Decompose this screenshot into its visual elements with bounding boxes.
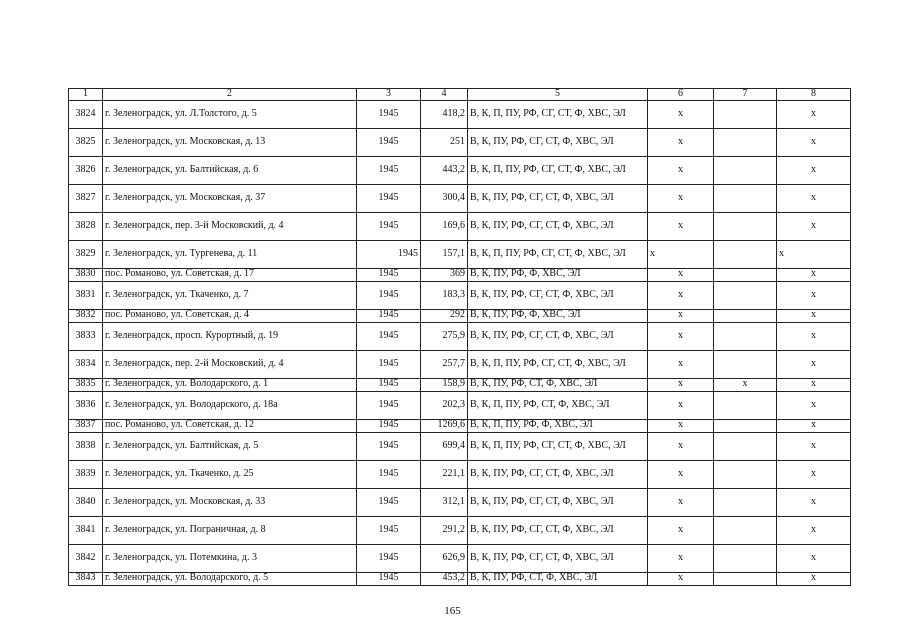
column-6-cell: x <box>648 516 714 544</box>
area-cell: 257,7 <box>421 350 468 378</box>
area-cell: 626,9 <box>421 544 468 572</box>
column-6-cell: x <box>648 572 714 585</box>
column-7-cell <box>714 156 777 184</box>
column-6-cell: x <box>648 309 714 322</box>
systems-cell: В, К, ПУ, РФ, СГ, СТ, Ф, ХВС, ЭЛ <box>468 488 648 516</box>
column-7-cell <box>714 350 777 378</box>
table-row <box>69 460 851 488</box>
year-cell: 1945 <box>357 419 421 432</box>
column-6-cell: x <box>648 100 714 128</box>
table-row <box>69 572 851 585</box>
area-cell: 292 <box>421 309 468 322</box>
row-number-cell: 3840 <box>69 488 103 516</box>
column-7-cell <box>714 419 777 432</box>
address-cell: г. Зеленоградск, ул. Тургенева, д. 11 <box>103 240 357 268</box>
table-row <box>69 156 851 184</box>
address-cell: г. Зеленоградск, ул. Московская, д. 37 <box>103 184 357 212</box>
row-number-cell: 3839 <box>69 460 103 488</box>
address-cell: г. Зеленоградск, ул. Ткаченко, д. 7 <box>103 281 357 309</box>
row-number-cell: 3824 <box>69 100 103 128</box>
row-number-cell: 3825 <box>69 128 103 156</box>
area-cell: 453,2 <box>421 572 468 585</box>
year-cell: 1945 <box>357 432 421 460</box>
column-8-cell: x <box>777 391 851 419</box>
column-7-cell <box>714 128 777 156</box>
systems-cell: В, К, П, ПУ, РФ, СГ, СТ, Ф, ХВС, ЭЛ <box>468 432 648 460</box>
column-7-cell <box>714 212 777 240</box>
row-number-cell: 3842 <box>69 544 103 572</box>
systems-cell: В, К, ПУ, РФ, СГ, СТ, Ф, ХВС, ЭЛ <box>468 544 648 572</box>
area-cell: 699,4 <box>421 432 468 460</box>
row-number-cell: 3829 <box>69 240 103 268</box>
column-7-cell <box>714 516 777 544</box>
area-cell: 183,3 <box>421 281 468 309</box>
table-row <box>69 184 851 212</box>
area-cell: 221,1 <box>421 460 468 488</box>
year-cell: 1945 <box>357 460 421 488</box>
area-cell: 300,4 <box>421 184 468 212</box>
address-cell: г. Зеленоградск, ул. Володарского, д. 18а <box>103 391 357 419</box>
column-7-cell <box>714 309 777 322</box>
table-row <box>69 350 851 378</box>
column-7-cell <box>714 488 777 516</box>
header-cell: 1 <box>69 89 103 101</box>
area-cell: 312,1 <box>421 488 468 516</box>
area-cell: 1269,6 <box>421 419 468 432</box>
address-cell: г. Зеленоградск, ул. Володарского, д. 1 <box>103 378 357 391</box>
table-row <box>69 309 851 322</box>
header-cell: 7 <box>714 89 777 101</box>
column-6-cell: x <box>648 268 714 281</box>
area-cell: 169,6 <box>421 212 468 240</box>
area-cell: 275,9 <box>421 322 468 350</box>
systems-cell: В, К, ПУ, РФ, Ф, ХВС, ЭЛ <box>468 268 648 281</box>
column-8-cell: x <box>777 240 851 268</box>
row-number-cell: 3836 <box>69 391 103 419</box>
area-cell: 443,2 <box>421 156 468 184</box>
systems-cell: В, К, ПУ, РФ, СГ, СТ, Ф, ХВС, ЭЛ <box>468 281 648 309</box>
table-row <box>69 391 851 419</box>
year-cell: 1945 <box>357 240 421 268</box>
table-row <box>69 281 851 309</box>
column-7-cell <box>714 322 777 350</box>
column-8-cell: x <box>777 460 851 488</box>
row-number-cell: 3834 <box>69 350 103 378</box>
address-cell: пос. Романово, ул. Советская, д. 12 <box>103 419 357 432</box>
area-cell: 158,9 <box>421 378 468 391</box>
column-6-cell: x <box>648 378 714 391</box>
row-number-cell: 3828 <box>69 212 103 240</box>
year-cell: 1945 <box>357 572 421 585</box>
table-body <box>69 100 851 585</box>
column-8-cell: x <box>777 350 851 378</box>
address-cell: г. Зеленоградск, ул. Ткаченко, д. 25 <box>103 460 357 488</box>
systems-cell: В, К, ПУ, РФ, СГ, СТ, Ф, ХВС, ЭЛ <box>468 322 648 350</box>
row-number-cell: 3831 <box>69 281 103 309</box>
table-row <box>69 128 851 156</box>
column-6-cell: x <box>648 156 714 184</box>
column-8-cell: x <box>777 100 851 128</box>
header-cell: 6 <box>648 89 714 101</box>
year-cell: 1945 <box>357 544 421 572</box>
column-6-cell: x <box>648 419 714 432</box>
table-row <box>69 100 851 128</box>
row-number-cell: 3843 <box>69 572 103 585</box>
table-row <box>69 488 851 516</box>
column-6-cell: x <box>648 432 714 460</box>
year-cell: 1945 <box>357 309 421 322</box>
row-number-cell: 3837 <box>69 419 103 432</box>
area-cell: 291,2 <box>421 516 468 544</box>
area-cell: 157,1 <box>421 240 468 268</box>
column-8-cell: x <box>777 432 851 460</box>
row-number-cell: 3832 <box>69 309 103 322</box>
year-cell: 1945 <box>357 268 421 281</box>
column-7-cell <box>714 432 777 460</box>
address-cell: г. Зеленоградск, ул. Пограничная, д. 8 <box>103 516 357 544</box>
column-8-cell: x <box>777 378 851 391</box>
year-cell: 1945 <box>357 128 421 156</box>
header-cell: 8 <box>777 89 851 101</box>
column-7-cell <box>714 240 777 268</box>
year-cell: 1945 <box>357 100 421 128</box>
address-cell: г. Зеленоградск, ул. Балтийская, д. 6 <box>103 156 357 184</box>
table-row <box>69 240 851 268</box>
area-cell: 369 <box>421 268 468 281</box>
systems-cell: В, К, П, ПУ, РФ, СГ, СТ, Ф, ХВС, ЭЛ <box>468 156 648 184</box>
year-cell: 1945 <box>357 156 421 184</box>
column-6-cell: x <box>648 240 714 268</box>
year-cell: 1945 <box>357 212 421 240</box>
column-8-cell: x <box>777 281 851 309</box>
address-cell: пос. Романово, ул. Советская, д. 4 <box>103 309 357 322</box>
row-number-cell: 3841 <box>69 516 103 544</box>
table-row <box>69 268 851 281</box>
column-6-cell: x <box>648 460 714 488</box>
column-8-cell: x <box>777 419 851 432</box>
address-cell: г. Зеленоградск, ул. Л.Толстого, д. 5 <box>103 100 357 128</box>
page-number: 165 <box>444 605 461 617</box>
systems-cell: В, К, П, ПУ, РФ, СГ, СТ, Ф, ХВС, ЭЛ <box>468 100 648 128</box>
table-row <box>69 544 851 572</box>
column-7-cell <box>714 460 777 488</box>
column-6-cell: x <box>648 128 714 156</box>
header-row <box>69 89 851 101</box>
table-row <box>69 419 851 432</box>
area-cell: 202,3 <box>421 391 468 419</box>
year-cell: 1945 <box>357 184 421 212</box>
column-8-cell: x <box>777 572 851 585</box>
systems-cell: В, К, П, ПУ, РФ, СГ, СТ, Ф, ХВС, ЭЛ <box>468 240 648 268</box>
year-cell: 1945 <box>357 378 421 391</box>
header-cell: 2 <box>103 89 357 101</box>
systems-cell: В, К, ПУ, РФ, СГ, СТ, Ф, ХВС, ЭЛ <box>468 184 648 212</box>
address-cell: пос. Романово, ул. Советская, д. 17 <box>103 268 357 281</box>
address-cell: г. Зеленоградск, пер. 2-й Московский, д. 4 <box>103 350 357 378</box>
row-number-cell: 3826 <box>69 156 103 184</box>
column-6-cell: x <box>648 184 714 212</box>
table-row <box>69 322 851 350</box>
table-row <box>69 212 851 240</box>
year-cell: 1945 <box>357 488 421 516</box>
column-8-cell: x <box>777 322 851 350</box>
year-cell: 1945 <box>357 391 421 419</box>
column-8-cell: x <box>777 184 851 212</box>
column-6-cell: x <box>648 281 714 309</box>
column-8-cell: x <box>777 488 851 516</box>
address-cell: г. Зеленоградск, ул. Московская, д. 13 <box>103 128 357 156</box>
column-8-cell: x <box>777 212 851 240</box>
column-8-cell: x <box>777 268 851 281</box>
column-7-cell <box>714 572 777 585</box>
table-row <box>69 432 851 460</box>
row-number-cell: 3838 <box>69 432 103 460</box>
systems-cell: В, К, ПУ, РФ, СТ, Ф, ХВС, ЭЛ <box>468 572 648 585</box>
registry-table <box>68 88 851 586</box>
address-cell: г. Зеленоградск, ул. Потемкина, д. 3 <box>103 544 357 572</box>
year-cell: 1945 <box>357 322 421 350</box>
column-8-cell: x <box>777 544 851 572</box>
systems-cell: В, К, ПУ, РФ, СГ, СТ, Ф, ХВС, ЭЛ <box>468 128 648 156</box>
area-cell: 418,2 <box>421 100 468 128</box>
column-7-cell <box>714 184 777 212</box>
column-8-cell: x <box>777 128 851 156</box>
address-cell: г. Зеленоградск, просп. Курортный, д. 19 <box>103 322 357 350</box>
systems-cell: В, К, ПУ, РФ, СТ, Ф, ХВС, ЭЛ <box>468 378 648 391</box>
address-cell: г. Зеленоградск, пер. 3-й Московский, д. 4 <box>103 212 357 240</box>
row-number-cell: 3835 <box>69 378 103 391</box>
column-7-cell <box>714 100 777 128</box>
table-row <box>69 378 851 391</box>
column-6-cell: x <box>648 544 714 572</box>
column-6-cell: x <box>648 350 714 378</box>
systems-cell: В, К, ПУ, РФ, СГ, СТ, Ф, ХВС, ЭЛ <box>468 460 648 488</box>
column-6-cell: x <box>648 488 714 516</box>
table-row <box>69 516 851 544</box>
header-cell: 4 <box>421 89 468 101</box>
year-cell: 1945 <box>357 516 421 544</box>
row-number-cell: 3827 <box>69 184 103 212</box>
systems-cell: В, К, П, ПУ, РФ, Ф, ХВС, ЭЛ <box>468 419 648 432</box>
systems-cell: В, К, ПУ, РФ, СГ, СТ, Ф, ХВС, ЭЛ <box>468 516 648 544</box>
systems-cell: В, К, П, ПУ, РФ, СГ, СТ, Ф, ХВС, ЭЛ <box>468 350 648 378</box>
systems-cell: В, К, ПУ, РФ, Ф, ХВС, ЭЛ <box>468 309 648 322</box>
column-7-cell <box>714 268 777 281</box>
row-number-cell: 3830 <box>69 268 103 281</box>
column-6-cell: x <box>648 212 714 240</box>
year-cell: 1945 <box>357 350 421 378</box>
header-cell: 5 <box>468 89 648 101</box>
area-cell: 251 <box>421 128 468 156</box>
address-cell: г. Зеленоградск, ул. Московская, д. 33 <box>103 488 357 516</box>
header-cell: 3 <box>357 89 421 101</box>
column-8-cell: x <box>777 309 851 322</box>
column-7-cell <box>714 391 777 419</box>
address-cell: г. Зеленоградск, ул. Балтийская, д. 5 <box>103 432 357 460</box>
address-cell: г. Зеленоградск, ул. Володарского, д. 5 <box>103 572 357 585</box>
column-7-cell <box>714 281 777 309</box>
systems-cell: В, К, П, ПУ, РФ, СТ, Ф, ХВС, ЭЛ <box>468 391 648 419</box>
column-7-cell <box>714 544 777 572</box>
year-cell: 1945 <box>357 281 421 309</box>
column-8-cell: x <box>777 516 851 544</box>
column-7-cell: x <box>714 378 777 391</box>
row-number-cell: 3833 <box>69 322 103 350</box>
column-6-cell: x <box>648 322 714 350</box>
column-8-cell: x <box>777 156 851 184</box>
column-6-cell: x <box>648 391 714 419</box>
systems-cell: В, К, ПУ, РФ, СГ, СТ, Ф, ХВС, ЭЛ <box>468 212 648 240</box>
